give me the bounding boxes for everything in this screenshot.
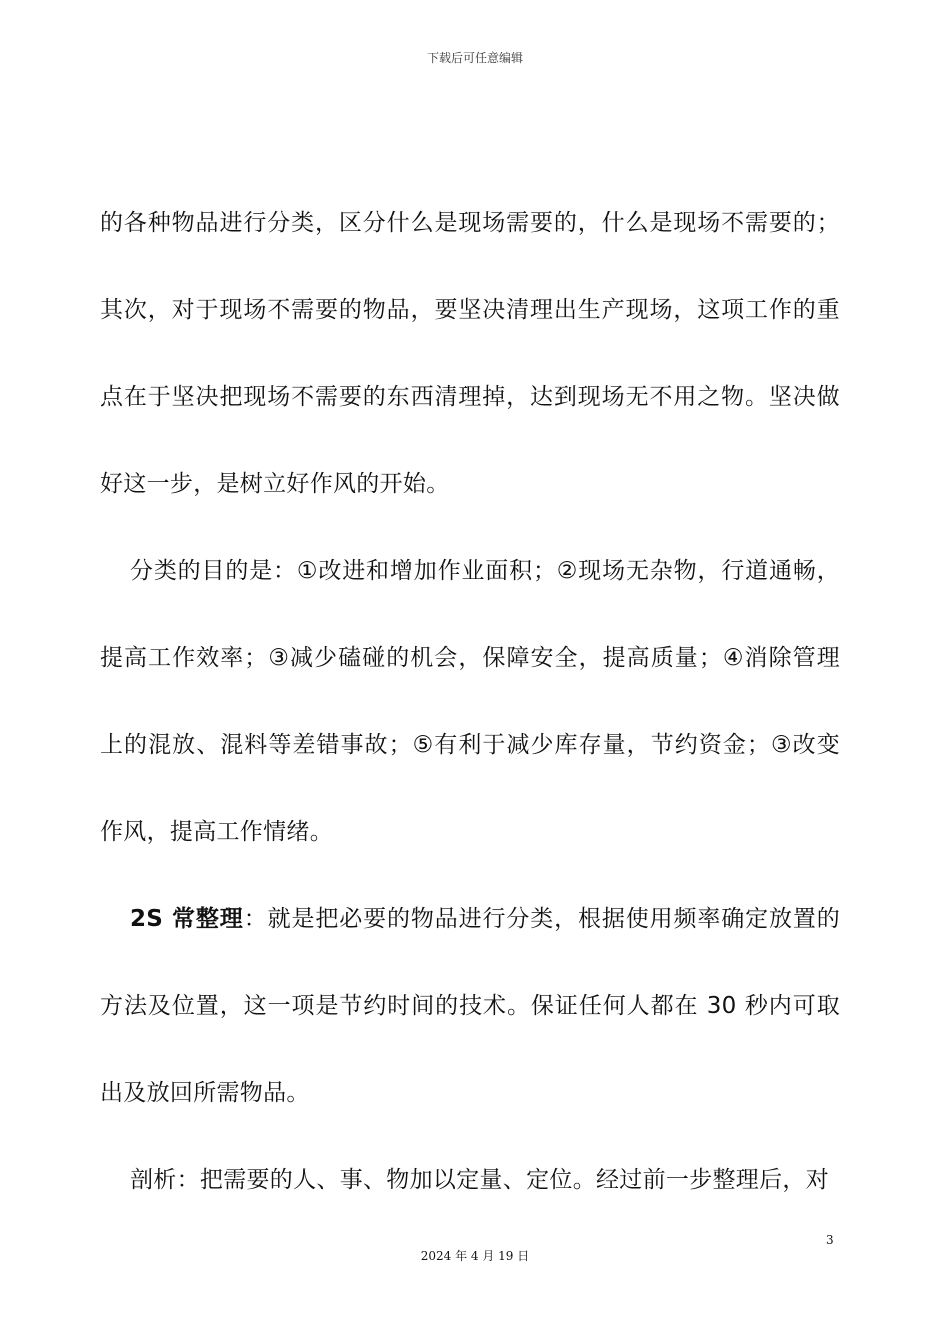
term-2s-text: ：就是把必要的物品进行分类，根据使用频率确定放置的方法及位置，这一项是节约时间的技术。保证任何人都在 30 秒内可取出及放回所需物品。 [100, 906, 840, 1106]
page-footer-date: 2024 年 4 月 19 日 [420, 1249, 530, 1263]
page-header: 下载后可任意编辑 [426, 51, 523, 65]
paragraph-2s-definition [100, 876, 840, 1137]
paragraph-analysis: 剖析：把需要的人、事、物加以定量、定位。经过前一步整理后，对 [130, 1167, 829, 1193]
term-2s-title: 2S 常整理 [130, 906, 244, 932]
paragraph-classification-purpose: 分类的目的是：①改进和增加作业面积；②现场无杂物，行道通畅，提高工作效率；③减少磕碰的机会，保障安全，提高质量；④消除管理上的混放、混料等差错事故；⑤有利于减少库存量，节约资金；③改变作风，提高工作情绪。 [100, 558, 840, 845]
paragraph-classification-intro: 的各种物品进行分类，区分什么是现场需要的，什么是现场不需要的；其次，对于现场不需要的物品，要坚决清理出生产现场，这项工作的重点在于坚决把现场不需要的东西清理掉，达到现场无不用之物。坚决做好这一步，是树立好作风的开始。 [100, 210, 840, 497]
document-body [100, 180, 840, 1224]
page-number: 3 [826, 1233, 834, 1247]
